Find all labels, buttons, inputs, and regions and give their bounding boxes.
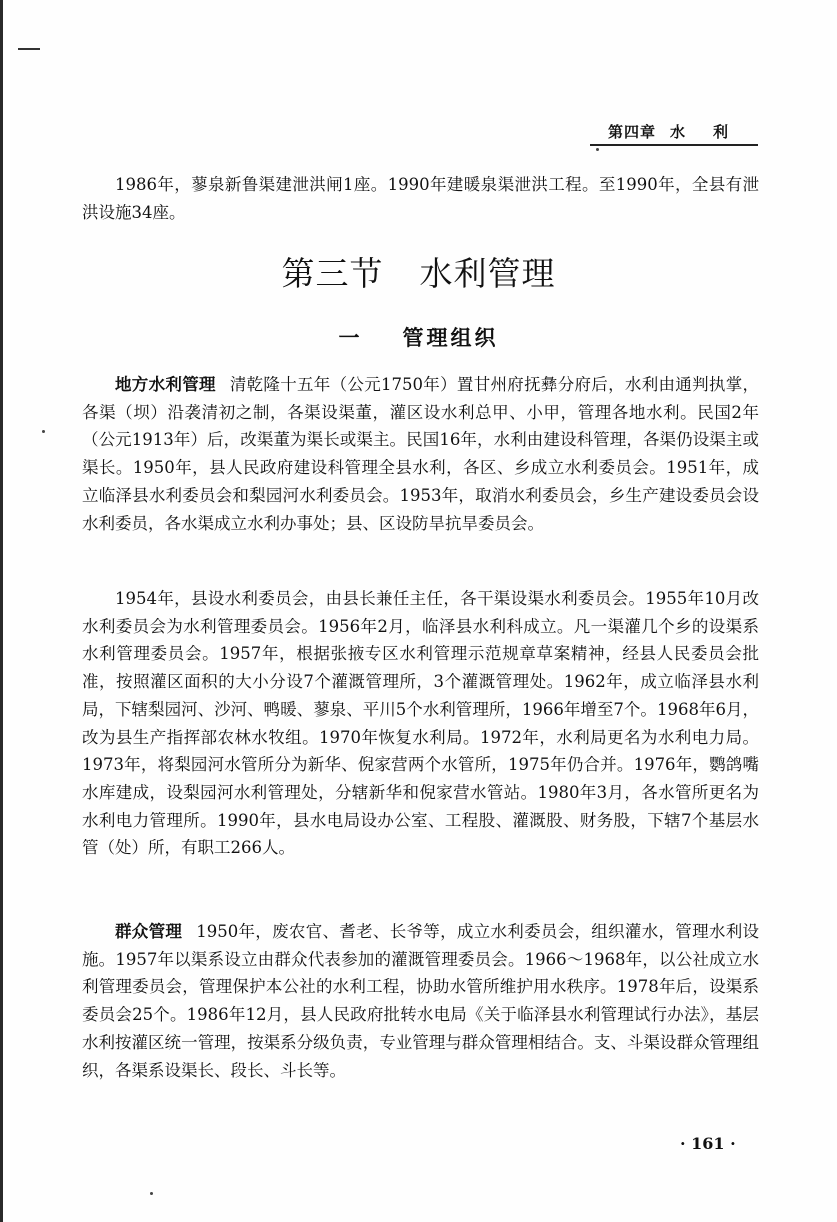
subsection-title bbox=[0, 322, 837, 352]
subsection-number: 一 bbox=[338, 325, 363, 350]
subsection-title-text: 管理组织 bbox=[402, 325, 499, 350]
scan-speck bbox=[42, 430, 45, 433]
header-subject: 水利 bbox=[670, 122, 757, 141]
paragraph-mass-management bbox=[82, 918, 759, 1084]
section-title-text: 水利管理 bbox=[419, 254, 556, 293]
paragraph-body: 1950年，废农官、耆老、长爷等，成立水利委员会，组织灌水，管理水利设施。1957年以渠系设立由群众代表参加的灌溉管理委员会。1966～1968年，以公社成立水利管理委员会，管理保护本公社的水利工程，协助水管所维护用水秩序。1978年后，设渠系委员会25个。1986年12月，县人民政府批转水电局《关于临泽县水利管理试行办法》，基层水利按灌区统一管理，按渠系分级负责，专业管理与群众管理相结合。支、斗渠设群众管理组织，各渠系设渠长、段长、斗长等。 bbox=[82, 922, 759, 1080]
section-title bbox=[0, 248, 837, 295]
scan-speck bbox=[150, 1192, 153, 1195]
top-paragraph: 1986年，蓼泉新鲁渠建泄洪闸1座。1990年建暖泉渠泄洪工程。至1990年，全县有泄洪设施34座。 bbox=[82, 175, 759, 222]
paragraph-1954-history bbox=[82, 585, 759, 862]
paragraph-lead: 群众管理 bbox=[115, 922, 183, 941]
paragraph-body: 清乾隆十五年（公元1750年）置甘州府抚彝分府后，水利由通判执掌，各渠（坝）沿袭清初之制，各渠设渠董，灌区设水利总甲、小甲，管理各地水利。民国2年（公元1913年）后，改渠董为渠长或渠主。民国16年，水利由建设科管理，各渠仍设渠主或渠长。1950年，县人民政府建设科管理全县水利，各区、乡成立水利委员会。1951年，成立临泽县水利委员会和梨园河水利委员会。1953年，取消水利委员会，乡生产建设委员会设水利委员，各水渠成立水利办事处；县、区设防旱抗旱委员会。 bbox=[82, 375, 760, 533]
scan-mark bbox=[18, 48, 40, 50]
running-header bbox=[590, 118, 758, 146]
scan-speck bbox=[596, 148, 599, 151]
header-chapter: 第四章 bbox=[608, 122, 657, 141]
paragraph-body: 1954年，县设水利委员会，由县长兼任主任，各干渠设渠水利委员会。1955年10月改水利委员会为水利管理委员会。1956年2月，临泽县水利科成立。凡一渠灌几个乡的设渠系水利管理委员会。1957年，根据张掖专区水利管理示范规章草案精神，经县人民委员会批准，按照灌区面积的大小分设7个灌溉管理所，3个灌溉管理处。1962年，成立临泽县水利局，下辖梨园河、沙河、鸭暖、蓼泉、平川5个水利管理所，1966年增至7个。1968年6月，改为县生产指挥部农林水牧组。1970年恢复水利局。1972年，水利局更名为水利电力局。1973年，将梨园河水管所分为新华、倪家营两个水管所，1975年仍合并。1976年，鹦鸽嘴水库建成，设梨园河水利管理处，分辖新华和倪家营水管站。1980年3月，各水管所更名为水利电力管理所。1990年，县水电局设办公室、工程股、灌溉股、财务股，下辖7个基层水管（处）所，有职工266人。 bbox=[82, 589, 759, 858]
paragraph-lead: 地方水利管理 bbox=[115, 375, 216, 394]
section-number: 第三节 bbox=[281, 254, 384, 293]
page-number: · 161 · bbox=[680, 1134, 736, 1153]
paragraph-local-management bbox=[82, 371, 759, 537]
scan-edge bbox=[0, 0, 3, 1222]
